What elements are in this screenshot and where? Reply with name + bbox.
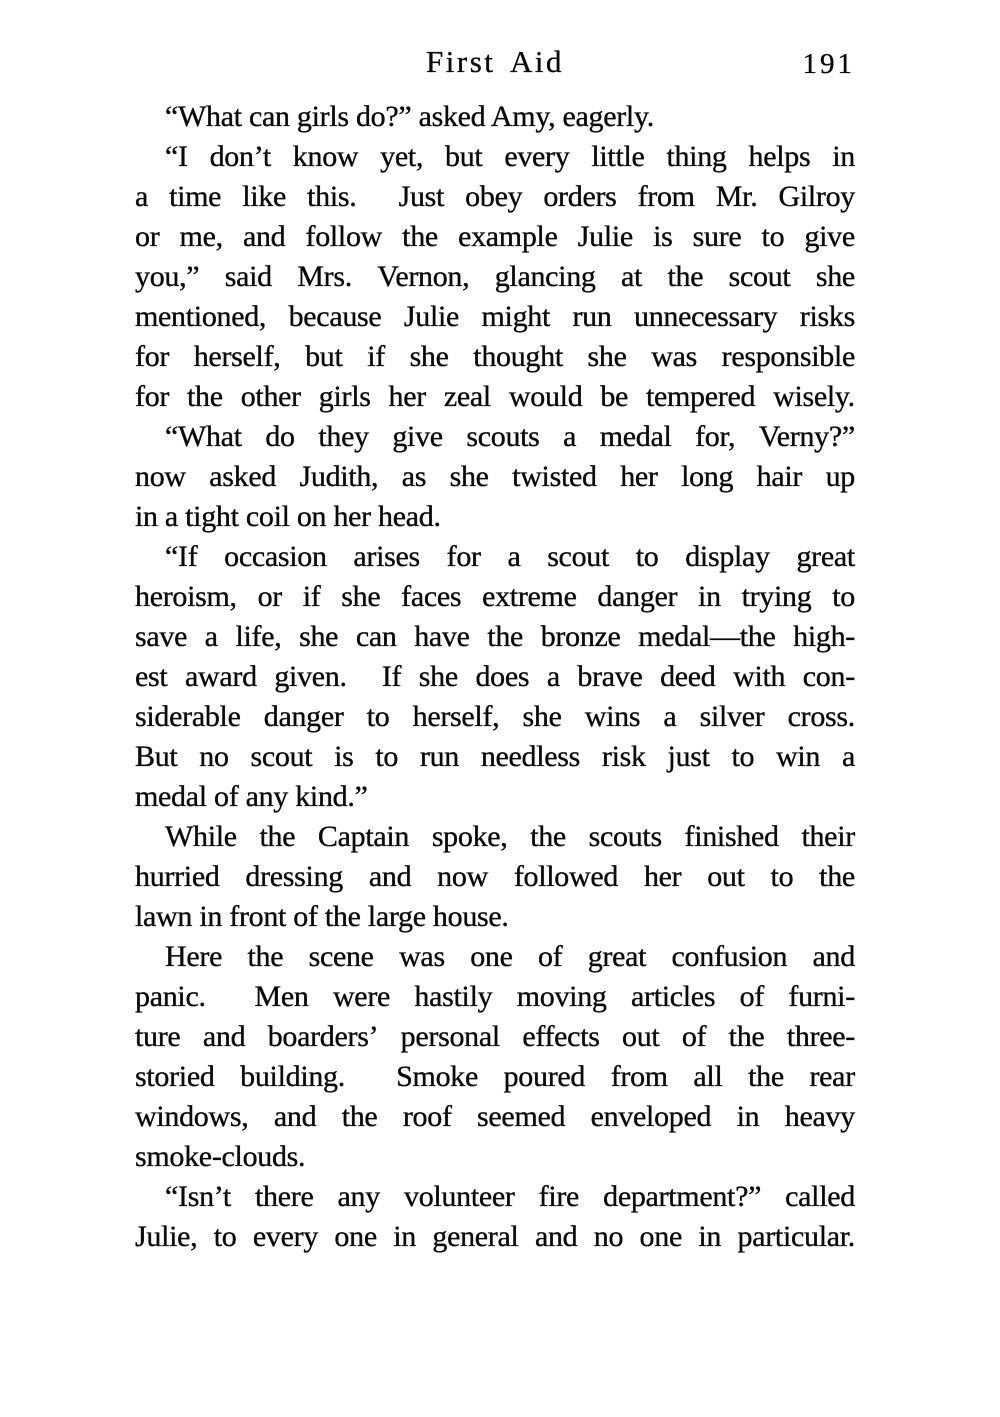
word: poured [503, 1060, 586, 1093]
word: her [643, 860, 682, 893]
word: might [481, 300, 551, 333]
word: Judith, [299, 460, 379, 493]
word: does [475, 660, 530, 693]
word: a [663, 700, 677, 733]
word: Vernon, [377, 260, 470, 293]
word: is [653, 220, 673, 253]
word: responsible [721, 340, 855, 373]
word: silver [699, 700, 765, 733]
word: to [761, 220, 785, 253]
word: to [731, 740, 755, 773]
word: to [770, 860, 794, 893]
word: every [252, 1220, 319, 1253]
word: effects [522, 1020, 600, 1053]
word: hurried [135, 860, 220, 893]
word: to [635, 540, 659, 573]
word: she [409, 340, 449, 373]
word: Julie [577, 220, 633, 253]
word: given. [274, 660, 347, 693]
word: storied [135, 1060, 215, 1093]
word: in [393, 1220, 416, 1253]
word: “What [165, 420, 242, 453]
word: a [135, 180, 149, 213]
word: called [785, 1180, 855, 1213]
word: now [135, 460, 186, 493]
word: brave [577, 660, 643, 693]
word: award [185, 660, 257, 693]
text-line [135, 937, 855, 977]
word: if [302, 580, 321, 613]
word: wisely. [773, 380, 855, 413]
word: Just [398, 180, 445, 213]
word: her [388, 380, 426, 413]
word: danger [597, 580, 678, 613]
word: mentioned, [135, 300, 267, 333]
word: moving [516, 980, 607, 1013]
word: up [825, 460, 855, 493]
text-line [135, 657, 855, 697]
paragraph [135, 817, 855, 937]
word: in [698, 580, 721, 613]
word: orders [543, 180, 617, 213]
word: this. [307, 180, 357, 213]
word: give [392, 420, 443, 453]
word: rear [809, 1060, 855, 1093]
word: know [292, 140, 359, 173]
word: medal [599, 420, 672, 453]
word: to [366, 700, 390, 733]
word: of [739, 980, 764, 1013]
word: don’t [209, 140, 271, 173]
word: est [135, 660, 168, 693]
word: “Isn’t [165, 1180, 231, 1213]
word: “If [165, 540, 198, 573]
word: heavy [784, 1100, 855, 1133]
word: all [693, 1060, 723, 1093]
word: yet, [380, 140, 424, 173]
word: and [242, 220, 286, 253]
word: the [341, 1100, 378, 1133]
word: zeal [443, 380, 491, 413]
page-body [135, 97, 855, 1257]
text-line [135, 1217, 855, 1257]
word: for, [695, 420, 736, 453]
word: other [240, 380, 301, 413]
word: a [507, 540, 521, 573]
word: a [546, 660, 560, 693]
word: in [832, 140, 855, 173]
word: Verny?” [758, 420, 855, 453]
word: scout [728, 260, 791, 293]
word: trying [741, 580, 812, 613]
word: scouts [466, 420, 540, 453]
word: If [381, 660, 402, 693]
word: siderable [135, 700, 241, 733]
word: great [587, 940, 647, 973]
word: occasion [224, 540, 327, 573]
word: or [135, 220, 160, 253]
word: a [841, 740, 855, 773]
word: building. [240, 1060, 345, 1093]
word: long [681, 460, 734, 493]
word: articles [630, 980, 716, 1013]
word: run [419, 740, 460, 773]
word: for [446, 540, 481, 573]
word: with [733, 660, 786, 693]
word: their [801, 820, 855, 853]
word: hair [756, 460, 803, 493]
text-line [135, 817, 855, 857]
word: the [728, 1020, 765, 1053]
word: risk [601, 740, 646, 773]
word: if [367, 340, 385, 373]
paragraph [135, 937, 855, 1177]
word: heroism, [135, 580, 237, 613]
word: girls [318, 380, 371, 413]
paragraph [135, 417, 855, 537]
text-line [135, 177, 855, 217]
word: personal [400, 1020, 500, 1053]
word: needless [480, 740, 581, 773]
text-line [135, 1097, 855, 1137]
word: little [591, 140, 645, 173]
text-line [135, 297, 855, 337]
word: particular. [737, 1220, 855, 1253]
word: one [334, 1220, 377, 1253]
word: But [135, 740, 178, 773]
word: hastily [414, 980, 493, 1013]
word: faces [401, 580, 462, 613]
word: the [667, 260, 704, 293]
word: they [318, 420, 369, 453]
text-line [135, 857, 855, 897]
word: Smoke [396, 1060, 478, 1093]
word: a [204, 620, 218, 653]
text-line: medal of any kind.” [135, 780, 368, 813]
text-line [135, 417, 855, 457]
word: or [257, 580, 282, 613]
word: out [707, 860, 745, 893]
word: unnecessary [634, 300, 778, 333]
word: department?” [603, 1180, 762, 1213]
word: there [255, 1180, 314, 1213]
text-line [135, 697, 855, 737]
word: no [593, 1220, 624, 1253]
word: the [819, 860, 855, 893]
word: finished [684, 820, 779, 853]
word: confusion [671, 940, 788, 973]
word: sure [692, 220, 742, 253]
word: obey [465, 180, 523, 213]
paragraph [135, 97, 855, 137]
word: roof [402, 1100, 452, 1133]
word: Here [165, 940, 223, 973]
word: danger [263, 700, 344, 733]
word: me, [179, 220, 223, 253]
page-header [135, 44, 855, 84]
word: high- [793, 620, 855, 653]
word: and [368, 860, 412, 893]
word: to [375, 740, 399, 773]
paragraph [135, 137, 855, 417]
word: Mr. [715, 180, 758, 213]
word: now [437, 860, 488, 893]
word: deed [660, 660, 716, 693]
word: was [651, 340, 698, 373]
word: volunteer [404, 1180, 515, 1213]
text-line: in a tight coil on her head. [135, 500, 441, 533]
paragraph [135, 537, 855, 817]
word: boarders’ [267, 1020, 379, 1053]
word: for [135, 380, 170, 413]
word: a [563, 420, 577, 453]
word: asked [209, 460, 277, 493]
word: but [305, 340, 343, 373]
word: enveloped [590, 1100, 712, 1133]
word: arises [353, 540, 420, 573]
text-line [135, 1017, 855, 1057]
word: extreme [482, 580, 577, 613]
word: for [135, 340, 170, 373]
word: save [135, 620, 188, 653]
word: great [796, 540, 855, 573]
text-line [135, 257, 855, 297]
word: example [458, 220, 558, 253]
word: at [621, 260, 643, 293]
word: the [530, 820, 566, 853]
word: in [698, 1220, 722, 1253]
word: the [748, 1060, 784, 1093]
text-line [135, 377, 855, 417]
word: she [299, 620, 339, 653]
word: Julie, [135, 1220, 198, 1253]
text-line: smoke-clouds. [135, 1140, 306, 1173]
word: were [332, 980, 391, 1013]
word: scout [547, 540, 610, 573]
word: scouts [588, 820, 662, 853]
word: panic. [135, 980, 206, 1013]
paragraph [135, 1177, 855, 1257]
word: three- [786, 1020, 855, 1053]
word: medal—the [638, 620, 776, 653]
page-number: 191 [802, 48, 855, 80]
word: the [487, 620, 524, 653]
word: but [445, 140, 483, 173]
word: in [736, 1100, 760, 1133]
word: con- [802, 660, 855, 693]
word: Mrs. [297, 260, 352, 293]
word: life, [235, 620, 282, 653]
word: would [508, 380, 583, 413]
word: you,” [135, 260, 200, 293]
text-line [135, 977, 855, 1017]
word: to [832, 580, 855, 613]
word: and [534, 1220, 578, 1253]
word: give [804, 220, 855, 253]
word: tempered [645, 380, 756, 413]
text-line [135, 1057, 855, 1097]
word: no [199, 740, 229, 773]
word: because [288, 300, 382, 333]
word: twisted [512, 460, 597, 493]
word: time [169, 180, 222, 213]
word: thought [473, 340, 563, 373]
word: scene [308, 940, 374, 973]
word: can [355, 620, 397, 653]
word: of [537, 940, 563, 973]
word: to [213, 1220, 237, 1253]
word: wins [584, 700, 641, 733]
word: scout [250, 740, 313, 773]
word: Julie [403, 300, 460, 333]
text-line [135, 577, 855, 617]
word: display [685, 540, 770, 573]
word: herself, [412, 700, 500, 733]
text-line [135, 137, 855, 177]
word: cross. [787, 700, 855, 733]
word: the [187, 380, 223, 413]
word: have [414, 620, 470, 653]
word: Gilroy [778, 180, 855, 213]
text-line [135, 537, 855, 577]
word: like [242, 180, 287, 213]
word: furni- [788, 980, 855, 1013]
word: run [572, 300, 612, 333]
word: any [337, 1180, 380, 1213]
word: she [449, 460, 489, 493]
word: spoke, [431, 820, 508, 853]
text-line: “What can girls do?” asked Amy, eagerly. [165, 100, 654, 133]
word: seemed [477, 1100, 566, 1133]
word: is [334, 740, 354, 773]
word: and [812, 940, 855, 973]
word: helps [748, 140, 811, 173]
word: the [259, 820, 296, 853]
word: “I [165, 140, 188, 173]
word: be [600, 380, 629, 413]
word: While [165, 820, 237, 853]
word: thing [666, 140, 727, 173]
word: glancing [494, 260, 596, 293]
word: her [620, 460, 658, 493]
text-line [135, 1177, 855, 1217]
word: just [667, 740, 710, 773]
word: she [522, 700, 562, 733]
word: and [202, 1020, 246, 1053]
word: general [432, 1220, 519, 1253]
word: she [587, 340, 627, 373]
word: every [504, 140, 570, 173]
word: from [637, 180, 695, 213]
word: bronze [540, 620, 621, 653]
word: fire [538, 1180, 580, 1213]
word: she [815, 260, 855, 293]
word: risks [799, 300, 855, 333]
word: herself, [193, 340, 281, 373]
word: was [399, 940, 445, 973]
text-line [135, 737, 855, 777]
text-line: lawn in front of the large house. [135, 900, 509, 933]
word: do [265, 420, 295, 453]
word: the [247, 940, 284, 973]
word: Men [254, 980, 309, 1013]
word: as [401, 460, 427, 493]
word: she [341, 580, 381, 613]
word: she [418, 660, 458, 693]
word: follow [305, 220, 383, 253]
word: out [622, 1020, 660, 1053]
word: from [610, 1060, 668, 1093]
word: ture [135, 1020, 181, 1053]
word: one [639, 1220, 682, 1253]
word: one [470, 940, 513, 973]
text-line [135, 217, 855, 257]
word: of [681, 1020, 707, 1053]
text-line [135, 457, 855, 497]
word: followed [513, 860, 619, 893]
text-line [135, 337, 855, 377]
running-title: First Aid [426, 44, 564, 79]
text-line [135, 617, 855, 657]
word: Captain [317, 820, 410, 853]
word: the [402, 220, 438, 253]
word: said [224, 260, 272, 293]
word: and [273, 1100, 317, 1133]
word: win [776, 740, 821, 773]
word: dressing [245, 860, 343, 893]
word: windows, [135, 1100, 249, 1133]
